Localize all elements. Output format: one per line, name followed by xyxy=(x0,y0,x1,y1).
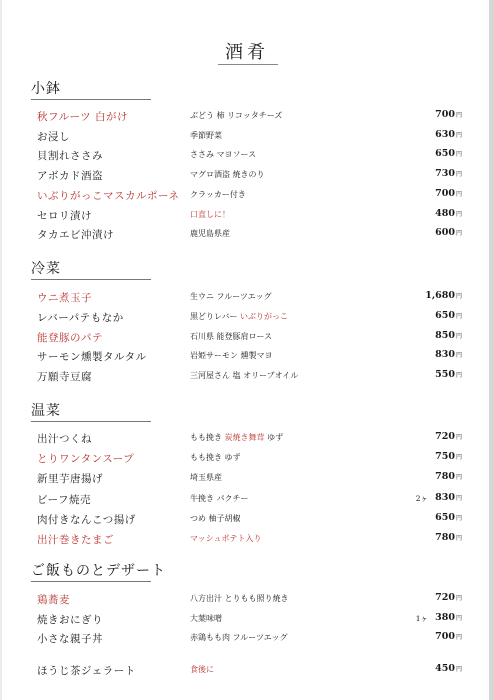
yen-unit: 円 xyxy=(455,454,462,462)
yen-unit: 円 xyxy=(455,434,462,441)
item-price-value: 720 xyxy=(435,592,455,603)
item-description-highlight: 炭焼き舞茸 xyxy=(224,433,265,442)
item-price-value: 850 xyxy=(435,329,455,341)
item-price xyxy=(435,492,462,503)
menu-item xyxy=(0,592,494,612)
item-description-highlight: いぶりがっこ xyxy=(240,311,288,321)
yen-unit: 円 xyxy=(455,595,462,602)
menu-item xyxy=(0,129,494,149)
item-price xyxy=(435,349,462,360)
menu-item xyxy=(0,492,494,512)
item-price-value: 650 xyxy=(435,511,455,523)
item-price xyxy=(435,431,462,442)
item-price-value: 650 xyxy=(435,148,455,160)
menu-item xyxy=(0,512,494,532)
menu-item xyxy=(0,631,494,651)
item-price-value: 650 xyxy=(435,309,455,321)
item-price xyxy=(435,471,462,482)
item-description-text: 八方出汁 とりもも照り焼き xyxy=(190,594,289,603)
item-name: タカエビ沖漬け xyxy=(37,229,114,242)
item-description-text: ささみ マヨソース xyxy=(190,150,257,160)
item-description-text: 食後に xyxy=(190,664,214,674)
item-price xyxy=(435,188,462,199)
section-underline xyxy=(31,99,151,100)
item-description xyxy=(190,613,222,624)
menu-item xyxy=(0,168,494,188)
yen-unit: 円 xyxy=(455,312,462,320)
menu-item xyxy=(0,148,494,168)
item-description xyxy=(190,331,272,342)
item-price xyxy=(435,612,462,623)
yen-unit: 円 xyxy=(455,112,462,119)
item-name: いぶりがっこマスカルポーネ xyxy=(37,189,180,202)
item-name: アボカド酒盗 xyxy=(37,170,103,183)
yen-unit: 円 xyxy=(455,634,462,641)
item-price-value: 830 xyxy=(435,491,455,503)
item-description-text: 赤鶏もも肉 フルーツエッグ xyxy=(190,633,288,642)
item-price-value: 750 xyxy=(435,451,455,463)
yen-unit: 円 xyxy=(455,293,462,300)
section-underline xyxy=(31,421,151,422)
item-name: 新里芋唐揚げ xyxy=(37,473,103,486)
item-name: サーモン燻製タルタル xyxy=(37,351,147,364)
item-description-text: もも挽き ゆず xyxy=(190,453,241,463)
item-description xyxy=(190,593,289,604)
item-name: 鶏蕎麦 xyxy=(37,594,70,606)
menu-item xyxy=(0,349,494,369)
menu-item xyxy=(0,471,494,491)
item-price xyxy=(435,663,462,674)
menu-item xyxy=(0,188,494,208)
item-price-value: 550 xyxy=(435,369,455,381)
section-heading: 冷菜 xyxy=(31,261,61,277)
item-price xyxy=(435,148,462,159)
item-description-text: 大葉味噌 xyxy=(190,613,222,623)
item-name: ほうじ茶ジェラート xyxy=(37,664,136,677)
item-name: ウニ煮玉子 xyxy=(37,292,92,304)
item-price-value: 720 xyxy=(435,431,455,442)
item-name: ビーフ焼売 xyxy=(37,493,92,506)
item-price xyxy=(435,512,462,523)
item-price-value: 700 xyxy=(435,187,455,199)
yen-unit: 円 xyxy=(455,190,462,198)
item-description xyxy=(190,493,249,504)
yen-unit: 円 xyxy=(455,665,462,673)
item-description xyxy=(190,432,283,443)
yen-unit: 円 xyxy=(455,494,462,502)
item-description xyxy=(190,228,230,239)
item-price xyxy=(435,369,462,380)
item-description-text: 生ウニ フルーツエッグ xyxy=(190,292,272,301)
yen-unit: 円 xyxy=(455,535,462,542)
menu-item xyxy=(0,330,494,350)
item-name: 貝割れささみ xyxy=(37,150,103,163)
menu-item xyxy=(0,663,494,683)
item-description-text: 鹿児島県産 xyxy=(190,229,230,239)
menu-item xyxy=(0,208,494,228)
yen-unit: 円 xyxy=(455,171,462,179)
yen-unit: 円 xyxy=(455,151,462,159)
item-description xyxy=(190,632,288,643)
item-name: とりワンタンスープ xyxy=(37,453,135,466)
item-price-value: 480 xyxy=(435,207,455,219)
item-price-value: 780 xyxy=(435,532,455,543)
item-description xyxy=(190,110,282,121)
yen-unit: 円 xyxy=(455,352,462,360)
item-description xyxy=(190,169,265,180)
item-price-value: 830 xyxy=(435,349,455,361)
item-price-value: 450 xyxy=(435,662,455,674)
yen-unit: 円 xyxy=(455,474,462,482)
item-description-text: 季節野菜 xyxy=(190,130,222,140)
menu-item xyxy=(0,451,494,471)
item-description xyxy=(190,189,246,200)
item-description-tail: ゆず xyxy=(267,433,284,442)
item-price xyxy=(435,592,462,603)
item-description-text: もも挽き xyxy=(190,433,222,442)
item-description xyxy=(190,664,214,675)
item-description-text: つめ 柚子胡椒 xyxy=(190,513,241,523)
item-description-text: 黒どりレバー xyxy=(190,311,238,321)
section-heading: ご飯ものとデザート xyxy=(31,563,166,579)
item-price xyxy=(435,227,462,238)
item-price xyxy=(435,109,462,120)
menu-item xyxy=(0,431,494,451)
item-price xyxy=(435,451,462,462)
menu-item xyxy=(0,612,494,632)
section-heading: 温菜 xyxy=(31,403,61,419)
item-description xyxy=(190,452,241,463)
item-price-value: 600 xyxy=(435,227,455,239)
yen-unit: 円 xyxy=(455,230,462,238)
item-price xyxy=(435,208,462,219)
item-price-value: 380 xyxy=(435,611,455,623)
yen-unit: 円 xyxy=(455,210,462,218)
item-description xyxy=(190,291,272,302)
menu-title: 酒肴 xyxy=(225,42,269,63)
yen-unit: 円 xyxy=(455,614,462,622)
menu-item xyxy=(0,532,494,552)
item-name: レバーパテもなか xyxy=(37,311,124,324)
item-price xyxy=(435,330,462,341)
item-price-value: 780 xyxy=(435,471,455,483)
item-description-text: 口直しに！ xyxy=(190,209,230,219)
item-description xyxy=(190,209,230,220)
yen-unit: 円 xyxy=(455,131,462,139)
item-quantity: 2ヶ xyxy=(415,493,428,503)
title-underline xyxy=(218,64,278,65)
item-price xyxy=(435,631,462,642)
item-description xyxy=(190,350,273,361)
menu-item xyxy=(0,109,494,129)
item-price-value: 1,680 xyxy=(425,290,455,301)
item-name: セロリ漬け xyxy=(37,209,92,222)
section-underline xyxy=(31,581,151,582)
item-description-text: 埼玉県産 xyxy=(190,473,222,483)
item-name: お浸し xyxy=(37,130,70,143)
menu-item xyxy=(0,227,494,247)
item-description-text: 岩姫サーモン 燻製マヨ xyxy=(190,351,273,361)
item-name: 秋フルーツ 白がけ xyxy=(37,111,128,123)
item-price xyxy=(425,290,462,301)
item-name: 出汁巻きたまご xyxy=(37,534,114,546)
menu-item xyxy=(0,310,494,330)
item-price-value: 630 xyxy=(435,128,455,140)
item-quantity: 1ヶ xyxy=(415,613,428,623)
section-underline xyxy=(31,279,151,280)
item-name: 焼きおにぎり xyxy=(37,613,103,626)
item-description xyxy=(190,130,222,141)
item-name: 出汁つくね xyxy=(37,433,92,445)
item-name: 能登豚のパテ xyxy=(37,331,103,344)
item-description xyxy=(190,311,288,322)
yen-unit: 円 xyxy=(455,514,462,522)
item-description xyxy=(190,370,298,381)
section-heading: 小鉢 xyxy=(31,81,61,97)
item-description-text: マグロ酒盗 焼きのり xyxy=(190,170,265,180)
item-price xyxy=(435,168,462,179)
item-price-value: 730 xyxy=(435,168,455,180)
item-price xyxy=(435,310,462,321)
item-description-text: 牛挽き パクチー xyxy=(190,493,249,503)
item-description xyxy=(190,533,262,544)
item-price-value: 700 xyxy=(435,631,455,642)
item-description-text: ぶどう 柿 リコッタチーズ xyxy=(190,111,283,120)
item-name: 肉付きなんこつ揚げ xyxy=(37,513,136,526)
menu-item xyxy=(0,290,494,310)
item-description-text: クラッカー付き xyxy=(190,189,246,199)
item-name: 万願寺豆腐 xyxy=(37,371,92,384)
item-price xyxy=(435,532,462,543)
item-name: 小さな親子丼 xyxy=(37,633,103,645)
item-price-value: 700 xyxy=(435,109,455,120)
item-description xyxy=(190,472,222,483)
yen-unit: 円 xyxy=(455,372,462,380)
menu-item xyxy=(0,369,494,389)
yen-unit: 円 xyxy=(455,332,462,340)
item-description xyxy=(190,149,256,160)
item-description-text: 石川県 能登豚肩ロース xyxy=(190,331,273,341)
item-description xyxy=(190,513,241,524)
item-description-text: マッシュポテト入り xyxy=(190,534,262,543)
item-description-text: 三河屋さん 塩 オリーブオイル xyxy=(190,371,299,381)
item-price xyxy=(435,129,462,140)
